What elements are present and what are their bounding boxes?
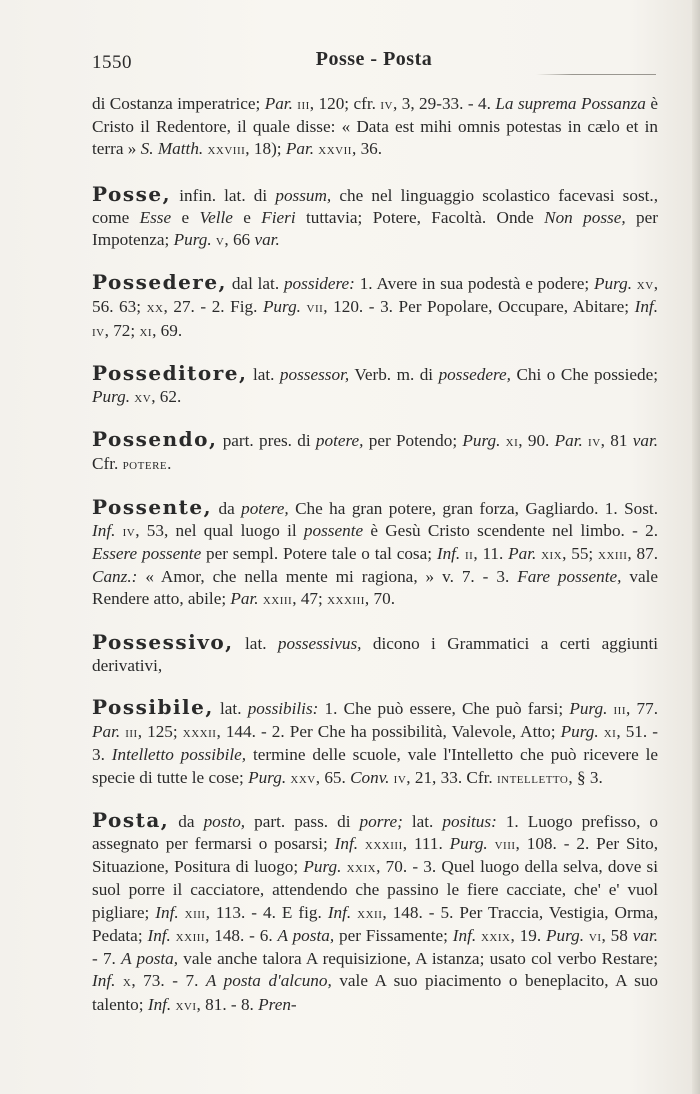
entry-posse	[92, 183, 658, 253]
italic-reference: Purg.	[173, 230, 212, 250]
entry-text: di Costanza imperatrice;	[92, 94, 265, 113]
italic-reference: Inf.	[147, 925, 171, 945]
italic-reference: Par.	[554, 431, 583, 451]
entry-text: tuttavia; Potere, Facoltà. Onde	[295, 207, 545, 227]
italic-reference: Intelletto possibile,	[111, 745, 247, 765]
entry-text: part. pass. di	[245, 811, 360, 831]
headword: Posse,	[92, 181, 172, 206]
entry-text: , 55;	[562, 544, 599, 564]
entry-text: , 56. 63;	[92, 274, 658, 317]
italic-reference: A posta,	[121, 949, 179, 969]
small-caps-numeral: viii	[487, 837, 516, 854]
page-edge-shadow	[692, 0, 700, 1094]
italic-reference: Purg.	[462, 431, 501, 451]
headword: Possente,	[92, 494, 213, 519]
italic-reference: Purg.	[560, 722, 599, 742]
entry-text: - 7.	[92, 949, 122, 969]
italic-reference: Purg.	[594, 274, 633, 294]
entry-possedere	[92, 271, 658, 343]
italic-reference: var.	[254, 230, 280, 250]
small-caps-numeral: xxxii	[182, 725, 217, 742]
entry-text: e	[232, 207, 262, 227]
entry-text: 1. Che può essere, Che può farsi;	[318, 699, 570, 719]
entry-text: , 3, 29-33. - 4.	[392, 94, 496, 113]
entry-possente	[92, 496, 658, 612]
entry-text: lat.	[213, 699, 248, 719]
entry-text: Che ha gran potere, gran forza, Gagliardo. 1. Sost.	[288, 498, 658, 518]
italic-reference: Purg.	[569, 699, 608, 719]
entry-text: , 81	[600, 431, 633, 451]
italic-reference: Purg.	[546, 925, 585, 945]
headword: Possessivo,	[92, 629, 234, 654]
italic-reference: Canz.:	[92, 567, 138, 587]
small-caps-numeral: xxv	[286, 770, 316, 787]
italic-reference: positus:	[442, 811, 497, 831]
entry-text: 1. Avere in sua podestà e podere;	[354, 274, 594, 294]
italic-reference: Purg.	[92, 387, 131, 407]
italic-reference: Inf.	[92, 971, 116, 991]
small-caps-numeral: iv	[92, 323, 105, 340]
small-caps-numeral: xxiii	[598, 547, 628, 564]
entry-text: , 51. - 3.	[92, 722, 658, 765]
entry-posseditore	[92, 362, 658, 409]
italic-reference: var.	[632, 925, 659, 945]
headword: Possendo,	[92, 427, 218, 452]
small-caps-numeral: iv	[582, 434, 601, 451]
entry-text: è Cristo il Redentore, il quale disse: « Data est mihi omnis potestas in cælo et in terra »	[92, 94, 658, 159]
italic-reference: Purg.	[262, 297, 301, 317]
entry-text: , 65.	[315, 767, 351, 787]
entry-text: lat.	[402, 811, 443, 831]
entry-text: da	[169, 811, 204, 831]
italic-reference: Par.	[264, 94, 293, 113]
entry-text: che nel linguaggio scolastico facevasi sost., come	[92, 185, 658, 227]
headword: Posta,	[92, 807, 170, 832]
small-caps-numeral: xxxiii	[358, 837, 403, 854]
italic-reference: Inf.	[436, 544, 461, 564]
italic-reference: porre;	[359, 811, 403, 831]
italic-reference: Par.	[92, 722, 121, 742]
entry-posta	[92, 809, 658, 1017]
italic-reference: var.	[632, 431, 659, 451]
entry-text: part. pres. di	[217, 431, 316, 451]
entry-text: , 11.	[473, 544, 509, 564]
italic-reference: Inf.	[147, 994, 172, 1014]
entry-text: , 70. - 3. Quel luogo della selva, dove si suol porre il cacciatore, attendendo che passino le fiere cacciate, che' e' vuol pigliare;	[92, 857, 659, 922]
small-caps-numeral: xx	[146, 300, 164, 317]
headword: Posseditore,	[92, 360, 248, 385]
small-caps-numeral: xi	[598, 725, 617, 742]
italic-reference: Velle	[199, 207, 233, 227]
entry-text: , 120; cfr.	[309, 94, 381, 113]
entry-text: , 90.	[518, 431, 555, 451]
entry-text: , 120. - 3. Per Popolare, Occupare, Abitare;	[323, 297, 635, 317]
entry-text: dicono i Grammatici a certi aggiunti derivativi,	[92, 633, 658, 675]
italic-reference: Par.	[230, 589, 259, 609]
entry-text: , 148. - 5. Per Traccia, Vestigia, Orma, Pedata;	[92, 902, 658, 945]
entry-text: , 125;	[137, 722, 183, 742]
italic-reference: posto,	[203, 811, 246, 831]
running-title: Posse - Posta	[315, 48, 433, 70]
small-caps-numeral: vi	[584, 928, 602, 945]
small-caps-numeral: potere	[122, 457, 168, 474]
entry-text: , 77.	[626, 699, 658, 719]
headword: Possibile,	[92, 695, 214, 720]
small-caps-numeral: iv	[380, 97, 393, 113]
entry-text: , 47;	[292, 589, 328, 609]
entry-text: dal lat.	[227, 274, 284, 294]
italic-reference: Inf.	[155, 902, 179, 922]
entry-text: , 148. - 6.	[205, 925, 278, 945]
entry-text: Verb. m. di	[349, 364, 439, 384]
small-caps-numeral: iv	[389, 770, 407, 787]
small-caps-numeral: xi	[500, 434, 519, 451]
entry-possendo	[92, 428, 658, 476]
entry-text: per sempl. Potere tale o tal cosa;	[201, 544, 437, 564]
entry-possibile	[92, 696, 658, 790]
italic-reference: Par.	[285, 139, 315, 159]
small-caps-numeral: xxvii	[314, 142, 352, 159]
italic-reference: Essere possente	[92, 544, 202, 564]
italic-reference: possum,	[275, 185, 332, 205]
dictionary-entries	[92, 93, 658, 1036]
italic-reference: possessivus,	[277, 633, 362, 653]
entry-text: , § 3.	[568, 767, 603, 787]
small-caps-numeral: xv	[632, 277, 654, 294]
entry-text: « Amor, che nella mente mi ragiona, » v. 7. - 3.	[137, 567, 518, 587]
entry-text: vale Rendere atto, abile;	[92, 567, 658, 609]
entry-text: .	[167, 454, 172, 474]
small-caps-numeral: xxxiii	[327, 592, 365, 609]
italic-reference: A posta,	[277, 925, 335, 945]
italic-reference: Pren-	[258, 994, 297, 1014]
italic-reference: Purg.	[248, 767, 287, 787]
entry-text: , 36.	[351, 139, 383, 159]
entry-text: Chi o Che possiede;	[510, 364, 658, 384]
entry-text: , 144. - 2. Per Che ha possibilità, Valevole, Atto;	[216, 722, 561, 742]
italic-reference: La suprema Possanza	[495, 94, 646, 113]
entry-text: , 62.	[151, 387, 182, 407]
entry-text: , 58	[601, 925, 633, 945]
small-caps-numeral: iii	[607, 702, 627, 719]
entry-text: è Gesù Cristo scendente nel limbo. - 2.	[363, 520, 658, 540]
italic-reference: potere,	[241, 498, 289, 518]
header-rule	[536, 74, 656, 75]
entry-text: per Potendo;	[363, 431, 463, 451]
italic-reference: possibilis:	[247, 699, 319, 719]
italic-reference: possidere:	[283, 274, 355, 294]
small-caps-numeral: iii	[292, 97, 310, 113]
entry-possessivo	[92, 631, 658, 677]
italic-reference: Inf.	[92, 520, 116, 540]
italic-reference: Purg.	[449, 834, 488, 854]
italic-reference: Inf.	[334, 834, 359, 854]
entry-text: lat.	[247, 364, 280, 384]
entry-text: lat.	[233, 633, 278, 653]
entry-text: , 111.	[402, 834, 450, 854]
italic-reference: S. Matth.	[140, 139, 204, 159]
small-caps-numeral: xxviii	[203, 142, 246, 159]
small-caps-numeral: xv	[130, 390, 152, 407]
small-caps-numeral: xiii	[178, 905, 206, 922]
italic-reference: Inf.	[452, 925, 477, 945]
italic-reference: A posta d'alcuno,	[205, 971, 332, 991]
entry-text: , 73. - 7.	[131, 971, 206, 991]
italic-reference: Esse	[139, 207, 172, 227]
entry-text: da	[212, 498, 242, 518]
entry-text: per Impotenza;	[92, 207, 658, 250]
entry-text: , 19.	[510, 925, 547, 945]
entry-continuation	[92, 93, 658, 162]
entry-text: , 27. - 2. Fig.	[163, 297, 263, 317]
small-caps-numeral: intelletto	[496, 770, 569, 787]
italic-reference: Inf.	[634, 297, 658, 317]
entry-text: infin. lat. di	[171, 185, 276, 205]
italic-reference: Inf.	[327, 902, 352, 922]
small-caps-numeral: xxiii	[170, 928, 206, 945]
entry-text: , 113. - 4. E fig.	[205, 902, 328, 922]
entry-text: , 21, 33. Cfr.	[406, 767, 497, 787]
entry-text: e	[171, 207, 200, 227]
small-caps-numeral: iv	[115, 523, 136, 540]
entry-text: , 69.	[152, 320, 183, 340]
small-caps-numeral: ii	[460, 547, 474, 564]
italic-reference: potere,	[315, 431, 364, 451]
small-caps-numeral: xvi	[171, 997, 197, 1014]
italic-reference: Non posse,	[544, 207, 626, 227]
small-caps-numeral: xxiii	[258, 592, 293, 609]
small-caps-numeral: x	[115, 974, 132, 991]
entry-text: , 66	[224, 230, 255, 250]
entry-text: , 53, nel qual luogo il	[135, 520, 304, 540]
entry-text: , 18);	[245, 139, 286, 159]
entry-text: , 87.	[627, 544, 659, 564]
small-caps-numeral: xxix	[341, 860, 377, 877]
entry-text: per Fissamente;	[334, 925, 453, 945]
italic-reference: possente	[303, 520, 364, 540]
italic-reference: Conv.	[350, 767, 390, 787]
entry-text: termine delle scuole, vale l'Intelletto che può ricevere le specie di tutte le cose;	[92, 745, 658, 787]
small-caps-numeral: iii	[120, 725, 138, 742]
small-caps-numeral: xxii	[351, 905, 383, 922]
entry-text: Cfr.	[92, 454, 123, 474]
italic-reference: Fieri	[261, 207, 296, 227]
page-header	[92, 48, 656, 78]
italic-reference: possessor,	[279, 364, 350, 384]
small-caps-numeral: xxix	[476, 928, 511, 945]
entry-text: vale anche talora A requisizione, A istanza; usato col verbo Restare;	[178, 949, 658, 969]
small-caps-numeral: vii	[300, 300, 324, 317]
italic-reference: Purg.	[303, 857, 342, 877]
page-number: 1550	[92, 52, 132, 73]
italic-reference: Par.	[508, 544, 537, 564]
entry-text: , 72;	[104, 320, 140, 340]
italic-reference: Fare possente,	[517, 567, 622, 587]
small-caps-numeral: xi	[139, 323, 153, 340]
headword: Possedere,	[92, 270, 228, 295]
entry-text: 1. Luogo prefisso, o assegnato per fermarsi o posarsi;	[92, 811, 658, 854]
entry-text: , 108. - 2. Per Sito, Situazione, Positura di luogo;	[92, 834, 658, 877]
italic-reference: possedere,	[438, 364, 511, 384]
entry-text: vale A suo piacimento o beneplacito, A suo talento;	[92, 971, 659, 1014]
small-caps-numeral: xix	[536, 547, 563, 564]
entry-text: , 70.	[364, 589, 395, 609]
entry-text: , 81. - 8.	[196, 994, 259, 1014]
small-caps-numeral: v	[211, 233, 225, 250]
